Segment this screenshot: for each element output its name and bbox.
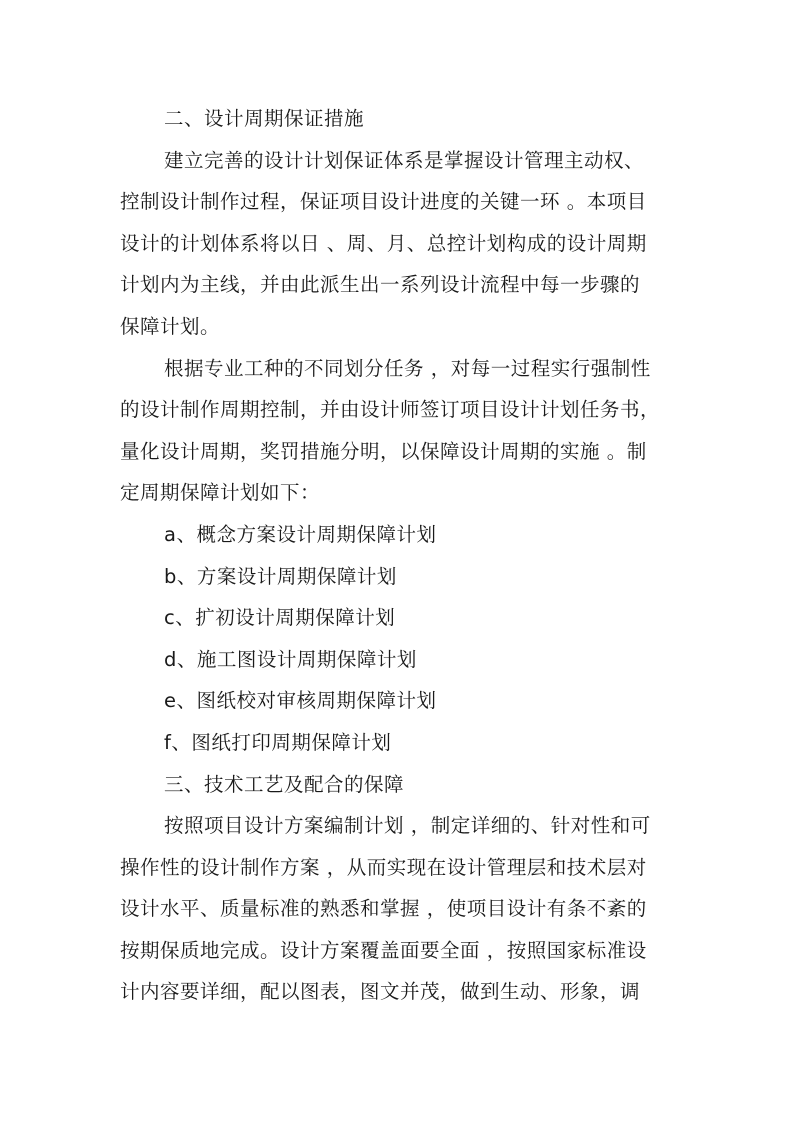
text-line: 操作性的设计制作方案 ，从而实现在设计管理层和技术层对 <box>120 855 647 879</box>
list-item: b、方案设计周期保障计划 <box>164 564 397 588</box>
text-line: 建立完善的设计计划保证体系是掌握设计管理主动权、 <box>164 148 645 172</box>
text-line: 按照项目设计方案编制计划 ，制定详细的、针对性和可 <box>164 814 651 838</box>
paragraph-planning-system <box>120 140 680 348</box>
text-line: 设计的计划体系将以日 、周、月、总控计划构成的设计周期 <box>120 231 647 255</box>
text-line: 量化设计周期，奖罚措施分明，以保障设计周期的实施 。制 <box>120 439 647 463</box>
document-body <box>120 98 680 1013</box>
section-heading-schedule: 二、设计周期保证措施 <box>164 107 365 130</box>
text-line: 计内容要详细，配以图表，图文并茂，做到生动、形象，调 <box>120 980 641 1004</box>
list-item: f、图纸打印周期保障计划 <box>164 730 392 754</box>
text-line: 设计水平、质量标准的熟悉和掌握 ，使项目设计有条不紊的 <box>120 897 647 921</box>
text-line: 控制设计制作过程，保证项目设计进度的关键一环 。本项目 <box>120 190 647 214</box>
list-item: e、图纸校对审核周期保障计划 <box>164 689 437 713</box>
paragraph-design-plan <box>120 805 680 1013</box>
text-line: 按期保质地完成。设计方案覆盖面要全面 ，按照国家标准设 <box>120 938 647 962</box>
section-heading-technology: 三、技术工艺及配合的保障 <box>164 772 405 796</box>
text-line: 的设计制作周期控制，并由设计师签订项目设计计划任务书， <box>120 398 661 422</box>
paragraph-task-division <box>120 348 680 514</box>
text-line: 定周期保障计划如下： <box>120 481 321 505</box>
list-item: a、概念方案设计周期保障计划 <box>164 522 437 546</box>
list-item: d、施工图设计周期保障计划 <box>164 647 417 671</box>
text-line: 根据专业工种的不同划分任务 ，对每一过程实行强制性 <box>164 356 651 380</box>
text-line: 计划内为主线，并由此派生出一系列设计流程中每一步骤的 <box>120 273 641 297</box>
list-item: c、扩初设计周期保障计划 <box>164 606 396 630</box>
plan-list <box>120 514 680 764</box>
text-line: 保障计划。 <box>120 314 221 338</box>
